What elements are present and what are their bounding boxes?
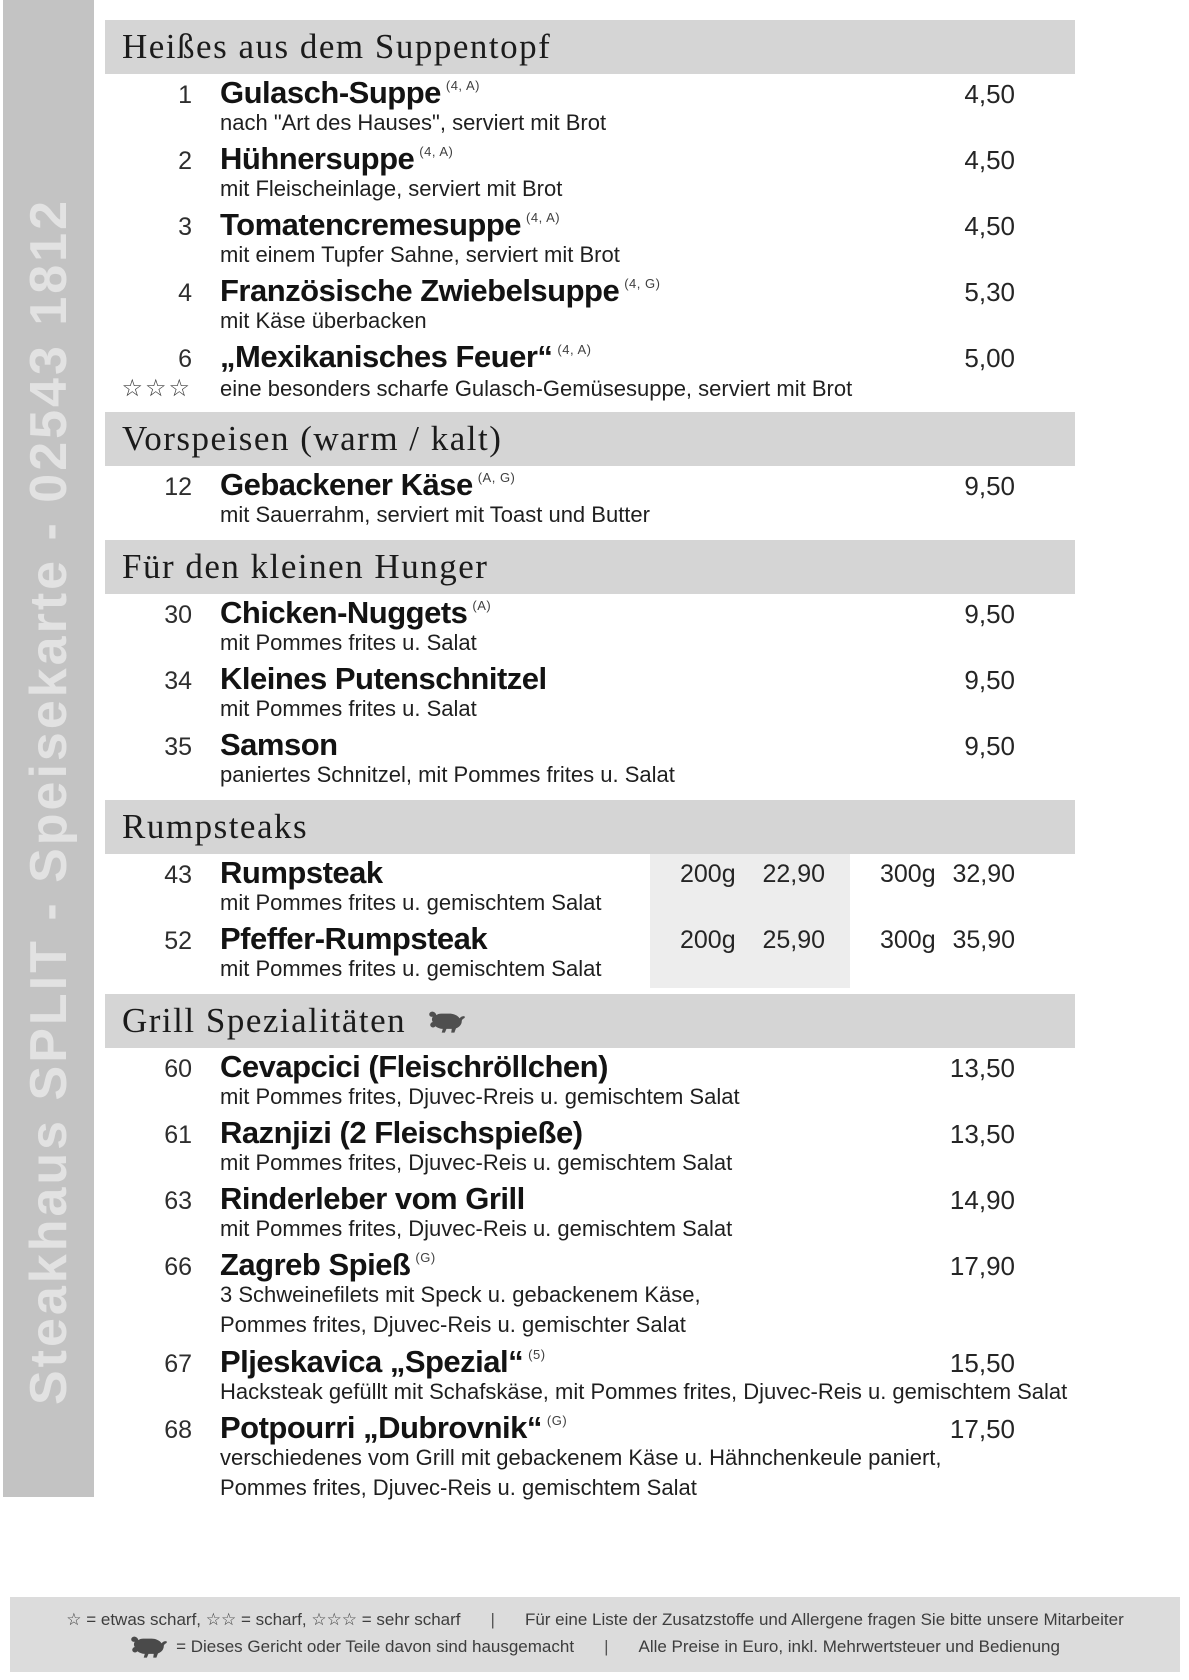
homemade-legend — [130, 1634, 574, 1659]
item-number: 67 — [164, 1350, 192, 1378]
item-description: eine besonders scharfe Gulasch-Gemüsesuppe, serviert mit Brot — [220, 376, 853, 401]
section-title: Grill Spezialitäten — [122, 1001, 407, 1040]
prices-note: Alle Preise in Euro, inkl. Mehrwertsteuer und Bedienung — [638, 1636, 1060, 1656]
item-price: 4,50 — [964, 211, 1015, 241]
section-header — [105, 20, 1075, 74]
item-description: mit Pommes frites, Djuvec-Rreis u. gemischtem Salat — [220, 1084, 740, 1109]
item-name: Rinderleber vom Grill — [220, 1181, 525, 1216]
item-desc-row — [105, 956, 1075, 986]
menu-content — [105, 0, 1075, 1508]
allergen-note: Für eine Liste der Zusatzstoffe und Allergene fragen Sie bitte unsere Mitarbeiter — [524, 1610, 1124, 1629]
item-number: 63 — [164, 1187, 192, 1215]
item-name-row — [105, 1344, 1075, 1379]
item-name: Pfeffer-Rumpsteak — [220, 921, 488, 956]
section-title: Heißes aus dem Suppentopf — [122, 27, 552, 66]
item-name-row — [105, 467, 1075, 502]
item-name-wrap — [220, 339, 895, 375]
section-items — [105, 1048, 1075, 1508]
menu-item — [105, 855, 1075, 921]
item-number: 6 — [178, 345, 192, 373]
spiciness-stars: ☆☆☆ — [121, 375, 192, 402]
menu-item — [105, 595, 1075, 661]
item-name-wrap — [220, 1115, 895, 1151]
item-name-wrap — [220, 1410, 895, 1446]
item-name-row — [105, 1410, 1075, 1445]
item-name-row — [105, 1247, 1075, 1282]
item-name-row — [105, 661, 1075, 696]
item-price: 4,50 — [964, 145, 1015, 175]
weight-label: 200g — [680, 926, 736, 954]
side-band — [3, 0, 94, 1497]
item-description: Pommes frites, Djuvec-Reis u. gemischter Salat — [220, 1312, 686, 1337]
item-price: 5,30 — [964, 277, 1015, 307]
item-name: Gebackener Käse — [220, 467, 473, 502]
item-desc-row — [105, 1150, 1075, 1180]
item-name-wrap — [220, 1181, 895, 1217]
item-desc-row — [105, 630, 1075, 660]
separator: | — [490, 1610, 495, 1629]
footer — [10, 1597, 1180, 1672]
item-name-row — [105, 1115, 1075, 1150]
item-desc-row — [105, 242, 1075, 272]
item-name-row — [105, 595, 1075, 630]
item-description: mit Pommes frites, Djuvec-Reis u. gemischtem Salat — [220, 1150, 733, 1175]
bull-icon — [428, 1009, 466, 1034]
menu-item — [105, 661, 1075, 727]
item-description: mit Pommes frites u. Salat — [220, 630, 477, 655]
item-description: 3 Schweinefilets mit Speck u. gebackenem Käse, — [220, 1282, 701, 1307]
section-header — [105, 800, 1075, 854]
bull-icon — [130, 1634, 168, 1659]
item-desc-row — [105, 1379, 1075, 1409]
item-number: 34 — [164, 667, 192, 695]
item-name-row — [105, 727, 1075, 762]
item-desc-row — [105, 1084, 1075, 1114]
allergen-codes: (4, A) — [557, 342, 592, 357]
spiciness-legend: ☆ = etwas scharf, ☆☆ = scharf, ☆☆☆ = sehr scharf — [66, 1610, 461, 1629]
allergen-codes: (4, A) — [419, 144, 454, 159]
menu-item — [105, 1115, 1075, 1181]
menu-item — [105, 273, 1075, 339]
item-name: Hühnersuppe — [220, 141, 415, 176]
item-price: 13,50 — [949, 1119, 1015, 1149]
item-number: 1 — [178, 81, 192, 109]
menu-item — [105, 339, 1075, 405]
weight-label: 300g — [880, 926, 936, 954]
item-description: mit Pommes frites u. Salat — [220, 696, 477, 721]
menu-item — [105, 75, 1075, 141]
item-name: Französische Zwiebelsuppe — [220, 273, 620, 308]
item-name-row — [105, 141, 1075, 176]
menu-item — [105, 207, 1075, 273]
section-header — [105, 540, 1075, 594]
section-header — [105, 994, 1075, 1048]
item-description: mit Pommes frites u. gemischtem Salat — [220, 890, 602, 915]
item-name: Pljeskavica „Spezial“ — [220, 1344, 524, 1379]
item-description: paniertes Schnitzel, mit Pommes frites u. Salat — [220, 762, 675, 787]
item-desc-row — [105, 1445, 1075, 1475]
item-name: Zagreb Spieß — [220, 1247, 411, 1282]
item-name-wrap — [220, 727, 895, 763]
item-name-row — [105, 339, 1075, 374]
item-name-wrap — [220, 207, 895, 243]
allergen-codes: (A) — [472, 598, 492, 613]
item-price: 9,50 — [964, 731, 1015, 761]
section-title: Für den kleinen Hunger — [122, 547, 489, 586]
item-number: 43 — [164, 861, 192, 889]
allergen-codes: (G) — [546, 1413, 568, 1428]
item-name-wrap — [220, 141, 895, 177]
item-description: mit Pommes frites u. gemischtem Salat — [220, 956, 602, 981]
footer-line-2 — [130, 1634, 1060, 1659]
weight-price: 25,90 — [762, 926, 825, 954]
weight-price: 32,90 — [952, 860, 1015, 888]
item-number: 4 — [178, 279, 192, 307]
item-price: 14,90 — [949, 1185, 1015, 1215]
item-number: 12 — [164, 473, 192, 501]
item-description: mit Käse überbacken — [220, 308, 427, 333]
item-price: 9,50 — [964, 665, 1015, 695]
restaurant-vertical-label: Steakhaus SPLIT - Speisekarte - 02543 1812 — [19, 197, 78, 1405]
item-number: 30 — [164, 601, 192, 629]
weight-label: 300g — [880, 860, 936, 888]
item-name-wrap — [220, 1247, 895, 1283]
item-price: 15,50 — [949, 1348, 1015, 1378]
item-desc-row — [105, 696, 1075, 726]
item-desc-row — [105, 1282, 1075, 1312]
section-items — [105, 74, 1075, 406]
item-number: 61 — [164, 1121, 192, 1149]
item-name: Raznjizi (2 Fleischspieße) — [220, 1115, 583, 1150]
item-description: mit Fleischeinlage, serviert mit Brot — [220, 176, 563, 201]
item-price: 9,50 — [964, 599, 1015, 629]
menu-item — [105, 727, 1075, 793]
menu-item — [105, 1410, 1075, 1507]
item-name-row — [105, 1049, 1075, 1084]
menu-item — [105, 1344, 1075, 1410]
item-desc-row — [105, 762, 1075, 792]
item-number: 60 — [164, 1055, 192, 1083]
allergen-codes: (4, A) — [445, 78, 480, 93]
section-items — [105, 466, 1075, 534]
item-name: Chicken-Nuggets — [220, 595, 468, 630]
item-price: 17,50 — [949, 1414, 1015, 1444]
allergen-codes: (G) — [415, 1250, 436, 1265]
weight-label: 200g — [680, 860, 736, 888]
item-name-wrap — [220, 595, 895, 631]
weight-price: 35,90 — [952, 926, 1015, 954]
item-desc-row — [105, 1216, 1075, 1246]
item-name-wrap — [220, 1049, 895, 1085]
homemade-legend-text: = Dieses Gericht oder Teile davon sind hausgemacht — [176, 1636, 575, 1656]
item-number: 35 — [164, 733, 192, 761]
item-price: 17,90 — [949, 1251, 1015, 1281]
item-description: mit Pommes frites, Djuvec-Reis u. gemischtem Salat — [220, 1216, 733, 1241]
section-title: Rumpsteaks — [122, 807, 309, 846]
item-desc-row — [105, 374, 1075, 404]
item-name: Rumpsteak — [220, 855, 383, 890]
allergen-codes: (5) — [528, 1347, 546, 1362]
item-name: Potpourri „Dubrovnik“ — [220, 1410, 542, 1445]
item-description: verschiedenes vom Grill mit gebackenem Käse u. Hähnchenkeule paniert, — [220, 1445, 942, 1470]
allergen-codes: (A, G) — [477, 470, 516, 485]
item-number: 66 — [164, 1253, 192, 1281]
item-number: 3 — [178, 213, 192, 241]
item-name-wrap — [220, 661, 895, 697]
item-name-wrap — [220, 273, 895, 309]
item-name: „Mexikanisches Feuer“ — [220, 339, 553, 374]
item-name: Cevapcici (Fleischröllchen) — [220, 1049, 608, 1084]
section-header — [105, 412, 1075, 466]
item-desc-row — [105, 110, 1075, 140]
allergen-codes: (4, A) — [526, 210, 561, 225]
menu-item — [105, 467, 1075, 533]
item-number: 2 — [178, 147, 192, 175]
item-description: Pommes frites, Djuvec-Reis u. gemischtem Salat — [220, 1475, 697, 1500]
item-desc-row — [105, 308, 1075, 338]
menu-item — [105, 1247, 1075, 1344]
item-desc-row — [105, 502, 1075, 532]
item-name-wrap — [220, 1344, 895, 1380]
section-items — [105, 594, 1075, 794]
item-price: 13,50 — [949, 1053, 1015, 1083]
item-name-row — [105, 207, 1075, 242]
item-desc-row — [105, 890, 1075, 920]
section-items — [105, 854, 1075, 988]
item-name-wrap — [220, 467, 895, 503]
separator: | — [604, 1636, 609, 1656]
item-desc-row — [105, 1312, 1075, 1342]
menu-item — [105, 1049, 1075, 1115]
item-description: nach "Art des Hauses", serviert mit Brot — [220, 110, 607, 135]
item-desc-row — [105, 1475, 1075, 1505]
weight-price: 22,90 — [762, 860, 825, 888]
item-number: 68 — [164, 1416, 192, 1444]
item-name: Gulasch-Suppe — [220, 75, 441, 110]
menu-item — [105, 1181, 1075, 1247]
item-description: Hacksteak gefüllt mit Schafskäse, mit Pommes frites, Djuvec-Reis u. gemischtem Salat — [220, 1379, 1068, 1404]
item-number: 52 — [164, 927, 192, 955]
item-price: 9,50 — [964, 471, 1015, 501]
item-name: Samson — [220, 727, 338, 762]
item-name-row — [105, 1181, 1075, 1216]
item-price: 5,00 — [964, 343, 1015, 373]
item-name-row — [105, 75, 1075, 110]
section-title: Vorspeisen (warm / kalt) — [122, 419, 503, 458]
item-name-wrap — [220, 75, 895, 111]
menu-item — [105, 921, 1075, 987]
menu-item — [105, 141, 1075, 207]
footer-line-1 — [66, 1610, 1124, 1630]
item-desc-row — [105, 176, 1075, 206]
item-name: Kleines Putenschnitzel — [220, 661, 547, 696]
item-name: Tomatencremesuppe — [220, 207, 522, 242]
item-description: mit Sauerrahm, serviert mit Toast und Butter — [220, 502, 650, 527]
item-price: 4,50 — [964, 79, 1015, 109]
item-name-row — [105, 273, 1075, 308]
item-description: mit einem Tupfer Sahne, serviert mit Brot — [220, 242, 620, 267]
allergen-codes: (4, G) — [624, 276, 661, 291]
